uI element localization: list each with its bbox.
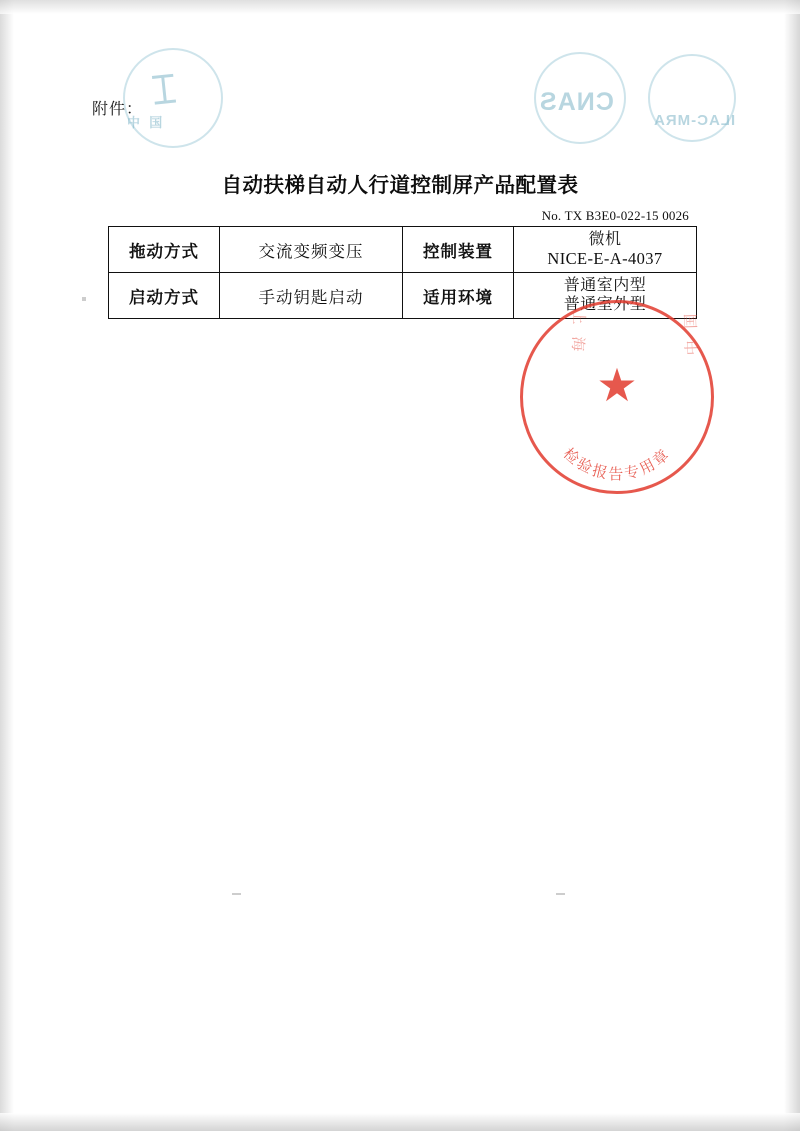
- watermark-label-left: 中 国: [127, 115, 166, 130]
- star-icon: ★: [596, 359, 638, 411]
- cell-value-environment-line1: 普通室内型: [563, 276, 647, 294]
- watermark-ring-ilac: [648, 54, 736, 142]
- configuration-table: [108, 226, 697, 319]
- official-seal: [520, 300, 714, 494]
- seal-arc-text: 检验报告专用章: [559, 445, 675, 483]
- watermark-logo-left: ⌶: [149, 65, 179, 114]
- cell-value-control-device-line1: 微机: [588, 230, 622, 248]
- scan-speckle: [82, 297, 86, 301]
- cell-label-start-mode: 启动方式: [109, 273, 220, 319]
- cell-label-control-device: 控制装置: [403, 227, 514, 273]
- scan-speckle: [556, 893, 565, 895]
- stamp-smudge-left: 上 海: [568, 309, 587, 356]
- table-row: [109, 273, 697, 319]
- scan-edge-top: [0, 0, 800, 14]
- seal-arc-text-svg: [523, 303, 711, 491]
- cell-label-drive-mode: 拖动方式: [109, 227, 220, 273]
- cell-label-environment: 适用环境: [403, 273, 514, 319]
- page-title: 自动扶梯自动人行道控制屏产品配置表: [221, 175, 579, 197]
- cell-value-control-device: [514, 227, 697, 273]
- cell-value-control-device-line2: NICE-E-A-4037: [547, 249, 663, 269]
- cell-value-start-mode: 手动钥匙启动: [220, 273, 403, 319]
- cell-value-environment: [514, 273, 697, 319]
- watermark-text-cnas: CNAS: [539, 88, 614, 116]
- report-number: No. TX B3E0-022-15 0026: [541, 208, 689, 223]
- cell-value-environment-line2: 普通室外型: [563, 295, 647, 313]
- attachment-label: 附件：: [92, 101, 144, 118]
- scan-speckle: [232, 893, 241, 895]
- watermark-text-ilac: ILAC-MRA: [653, 112, 736, 129]
- stamp-smudge-right: 中 国: [683, 309, 702, 356]
- scan-edge-bottom: [0, 1113, 800, 1131]
- table-row: [109, 227, 697, 273]
- cell-value-drive-mode: 交流变频变压: [220, 227, 403, 273]
- watermark-ring-cnas: [534, 52, 626, 144]
